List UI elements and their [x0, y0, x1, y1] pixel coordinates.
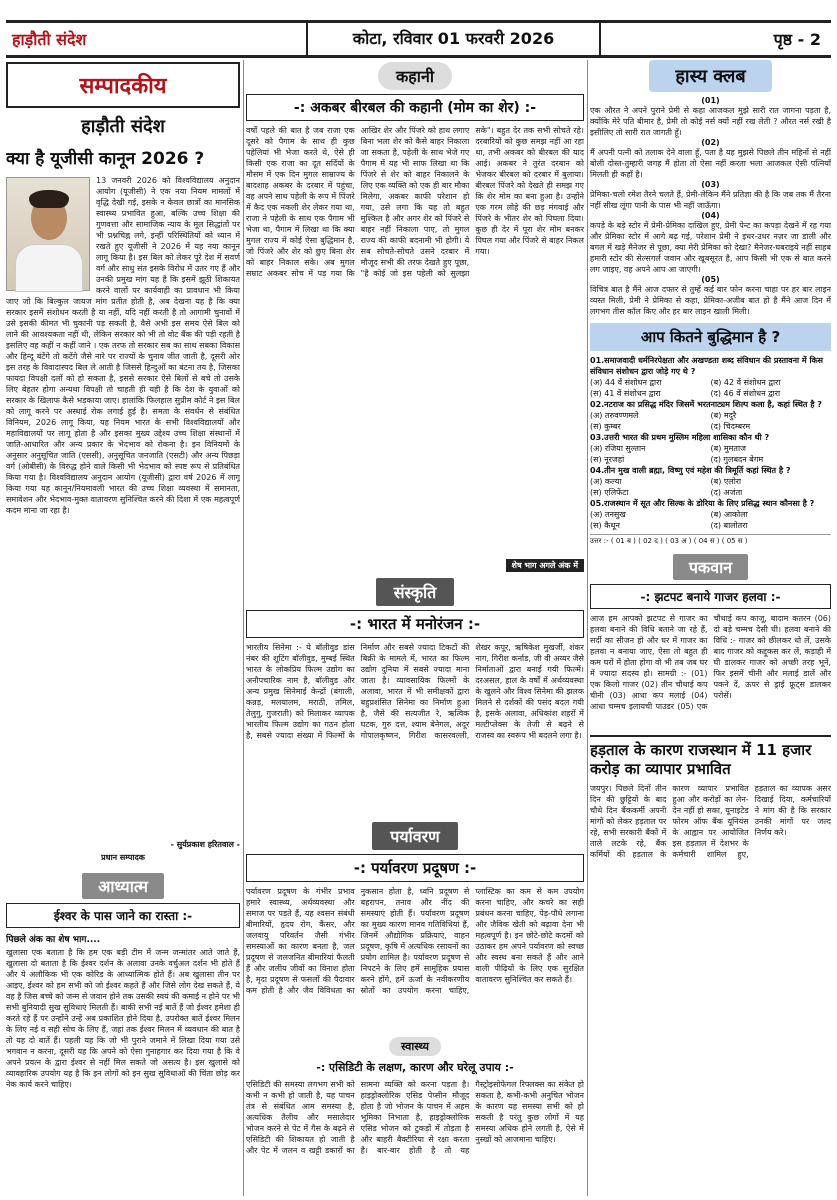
quiz-options — [590, 443, 831, 465]
joke-number: (01) — [701, 96, 720, 105]
quiz-options — [590, 476, 831, 498]
culture-body: भारतीय सिनेमा :- ये बॉलीवुड डांस नंबर की शूटिंग बॉलीवुड, मुम्बई स्थित भारत के लोकप्रिय फिल्म उद्योग का अनौपचारिक नाम है, बॉलीवुड और अन्य प्रमुख सिनेमाई केन्द्रों (बंगाली, कन्नड़, मलयालम, मराठी, तमिल, तेलुगु, गुजराती) को मिलाकर व्यापक भारतीय फिल्म उद्योग का गठन होता है, सबसे ज्यादा संख्या में फिल्मों के निर्माण और सबसे ज्यादा टिकटों की बिक्री के मामले में, भारत का फिल्म उद्योग दुनिया में सबसे ज्यादा माना जाता है। व्यावसायिक फिल्मों के अलावा, भारत में भी समीक्षकों द्वारा बहुप्रशंसित सिनेमा का निर्माण हुआ है, जैसे की सत्यजीत रे, ऋत्विक घटक, गुरु दत्त, श्याम बेनेगल, अदूर गोपालकृष्णन, गिरीश कासरवल्ली, शेखर कपूर, ऋषिकेश मुखर्जी, शंकर नाग, गिरीश कर्नाड, जी वी अय्यर जैसे निर्माताओं द्वारा बनाई गयी फिल्में। दरअसल, हाल के वर्षों में अर्थव्यवस्था के खुलने और विश्व सिनेमा की झलक मिलने से दर्शकों की पसंद बदल गयी है, इसके अलावा, अधिकांश शहरों में मल्टीप्लेक्स के तेजी से बढ़ने से राजस्व का स्वरूप भी बदलने लगा है। — [246, 643, 584, 740]
column-divider — [587, 60, 588, 1196]
quiz-option: (स) 41 वें संशोधन द्वारा — [590, 389, 661, 398]
quiz-option: (द) 46 वें संशोधन द्वारा — [710, 389, 781, 398]
environment-headline: -: पर्यावरण प्रदूषण :- — [246, 854, 584, 882]
story-body: वर्षों पहले की बात है जब राजा एक दूसरे को पैगाम के साथ ही कुछ पहेलियां भी भेजा करते थे, ऐसे ही किसी एक राजा का दूत सर्दियों के मौसम में एक दिन मुगल साम्राज्य के बादशाह अकबर के दरबार में पहुंचा, वह अपने साथ पहेली के रूप में पिंजरे में कैद एक नकली शेर लेकर गया था, राजा ने पहेली के साथ एक पैगाम भी भेजा था, पैगाम में लिखा था कि क्या मुगल राज्य में कोई ऐसा बुद्धिमान है, जो पिंजरे और शेर को छुए बिना शेर को बाहर निकाल सके। अब मुगल सम्राट अकबर सोच में पड़ गया कि आखिर शेर और पिंजरे को हाथ लगाए बिना भला शेर को कैसे बाहर निकाला जा सकता है, पहेली के साथ भेजे गए पैगाम में यह भी साफ लिखा था कि पिंजरे से शेर को बाहर निकालने के लिए एक व्यक्ति को एक ही बार मौका मिलेगा, अकबर काफी परेशान हो गया, उसे लगा कि यह तो बहुत मुश्किल है और अगर शेर को पिंजरे से बाहर नहीं निकाला पाए, तो मुगल राज्य की काफी बदनामी भी होगी। ये सब सोचते-सोचते उसने दरबार में मौजूद सभी की तरफ देखते हुए पूछा, "है कोई जो इस पहेली को सुलझा सके"। बहुत देर तक सभी सोचते रहे। दरबारियों को कुछ समझ नहीं आ रहा था, तभी अकबर को बीरबल की याद आई। अकबर ने तुरंत दरबान को भेजकर बीरबल को दरबार में बुलाया। बीरबल पिंजरे को देखते ही समझ गए कि शेर मोम का बना हुआ है। उन्होंने एक गरम लोहे की छड़ मंगवाई और पिंजरे के भीतर शेर को पिघला दिया। कुछ ही देर में पूरा शेर मोम बनकर पिघल गया और पिंजरे से बाहर निकल गया। — [246, 126, 584, 278]
editorial-paper-name: हाड़ौती संदेश — [81, 116, 165, 137]
section-environment: पर्यावरण — [372, 822, 458, 850]
humor-jokes — [590, 96, 831, 317]
joke-number: (03) — [701, 180, 720, 189]
quiz-option: (ब) मदुरै — [710, 411, 737, 420]
quiz-title: आप कितने बुद्धिमान है ? — [590, 323, 831, 351]
quiz-option: (स) कुम्बर — [590, 422, 621, 431]
quiz-option: (स) नूरजहां — [590, 455, 625, 464]
health-headline: -: एसिडिटी के लक्षण, कारण और घरेलू उपाय :- — [316, 1061, 514, 1074]
news-headline: हड़ताल के कारण राजस्थान में 11 हजार करोड़ का व्यापार प्रभावित — [590, 741, 812, 778]
section-story: कहानी — [378, 62, 452, 90]
paper-name: हाड़ौती संदेश — [12, 30, 87, 49]
culture-headline: -: भारत में मनोरंजन :- — [246, 610, 584, 638]
editorial-article — [6, 175, 240, 837]
quiz-question: 01.समाजवादी धर्मनिरपेक्षता और अखण्डता शब्द संविधान की प्रस्तावना में किस संविधान संशोधन द्वारा जोड़े गए थे ? — [590, 356, 824, 376]
quiz-option: (अ) तनसुख — [590, 510, 626, 519]
page-number: पृष्ठ - 2 — [773, 30, 821, 49]
middle-column — [246, 60, 584, 1196]
quiz-option: (ब) एलोरा — [710, 477, 742, 486]
editorial-body: 13 जनवरी 2026 को विश्वविद्यालय अनुदान आयोग (यूजीसी) ने एक नया नियम मामलों में वृद्धि देखी गई, इसके न केवल छात्रों का मानसिक स्वास्थ्य प्रभावित हुआ, बल्कि उच्च शिक्षा की गुणवत्ता और सामाजिक न्याय के मूल सिद्धांतों पर भी प्रश्नचिह्न लगे, इन्हीं परिस्थितियों को ध्यान में रखते हुए यूजीसी ने 2026 में यह नया कानून लागू किया है। इस बिल को लेकर पूरे देश में सवर्ण वर्ग और साधु संत इसके विरोध में उतर गए हैं और उनकी प्रमुख मांग यह है कि इसमें झूठी शिकायत करने वालों पर कार्यवाही का प्रावधान भी किया जाए जो कि बिल्कुल जायज मांग प्रतीत होती है, अब देखना यह है कि क्या सरकार इसमें संशोधन करती है या नहीं, यदि नहीं करती है तो आगामी चुनावों में उसे इसकी कीमत भी चुकानी पड़ सकती है, वैसे अभी इस समय ऐसे बिल को लाने की आवश्यकता नहीं थी, लेकिन सरकार को भी तो वोट बैंक की पड़ी रहती है इसलिए वह कहीं न कहीं जाने । एक तरफ तो सरकार सब का साथ सबका विकास और हिन्दू बंटेंगे तो कटेंगे जैसे नारे पर राज्यों के चुनाव जीत जाती है, दूसरी ओर इस तरह के विवादास्पद बिल ले आती है जिससे हिन्दुओं का बंटना तय है, जिसका फायदा विपक्षी दलों को हो सकता है, इससे सरकार ऐसे बिलों से बचे तो उसके लिए बेहतर होगा अन्यथा विपक्षी तो चाहती ही यही है कि देश के युवाओं को सरकार के खिलाफ कैसे भड़काया जाए। हालांकि फिलहाल सुप्रीम कोर्ट ने इस बिल को लागू करने पर अस्थाई रोक लगाई हुई है। समता के संवर्धन से संबंधित विनियम, 2026 लागू किया, यह नियम भारत के सभी विश्वविद्यालयों और महाविद्यालयों पर लागू होता है और इसका मुख्य उद्देश्य उच्च शिक्षा संस्थानों में जाति-आधारित और अन्य प्रकार के भेदभाव को रोकना है। इन विनियमों के अनुसार अनुसूचित जाति (एससी), अनुसूचित जनजाति (एसटी) और अन्य पिछड़ा वर्ग (ओबीसी) के विरुद्ध होने वाले किसी भी भेदभाव को स्पष्ट रूप से प्रतिबंधित किया गया है। विश्वविद्यालय अनुदान आयोग (यूजीसी) द्वारा वर्ष 2026 में लागू किया गया यह कानून/नियमावली भारत की उच्च शिक्षा व्यवस्था में समानता, समावेशन और भेदभाव-मुक्त वातावरण सुनिश्चित करने की दिशा में एक महत्वपूर्ण कदम माना जा रहा है। — [6, 176, 240, 515]
spiritual-body: खुलासा एक बताता है कि हम एक बड़ी टीम में जन्म जन्मांतर आते जाते हैं, खुलासा दो बताता है कि ईश्वर दर्शन के अलावा उनके वर्चुअल दर्शन भी होते हैं और ये अलौकिक भी एक कोरिड के आध्यात्मिक होते हैं। अब खुलासा तीन पर आइए, ईश्वर को हम सभी को जो ईश्वर कहते हैं और जिसे लोग देख सकते हैं, ये वह है जिस बच्चे को जन्म से जवान होने तक उसकी स्वयं की कमाई न होने पर भी सभी बुनियादी सुख सुविधाएं मिलती हैं। बाकी सभी नई बातें हैं जो ईश्वर हमेशा ही करते रहे हैं पर उन्होंने उन्हें अब प्रकाशित होने दिया है, उपरोक्त बातें ईश्वर मिलन के लिए नई व सही सोच के लिए हैं, जहां तक ईश्वर मिलन में व्यवधान की बात है तो यह दो बातें हैं। पहली यह कि जो भी पुराने जमाने में लिखा दिया गया उसे भगवान न करना, दूसरी यह कि अपने को ऐसा गुनाहगार कर दिया गया है कि वे अपने प्रयत्न के द्वारा ईश्वर से नहीं मिल सकते जो असत्य है। इस खुलासे को व्यावहारिक उपयोग यह है कि इन लोगों को इन सुख सुविधाओं की चिंता छोड़ कर नेक कार्य करने चाहिए। — [6, 948, 240, 1089]
quiz-option: (अ) कल्या — [590, 477, 622, 486]
place-date: कोटा, रविवार 01 फरवरी 2026 — [306, 23, 601, 55]
joke-text: विचित्र बात है मैंने आज दफ्तर से तुम्हें कई बार फोन करना चाहा पर हर बार लाइन व्यस्त मिली, प्रेमी ने प्रेमिका से कहा, प्रेमिका-अजीब बात हो है मैंने आज दिन में लगभग तीस कॉल किए और हर बार लाइन खाली मिली। — [590, 285, 831, 316]
quiz-answer: उत्तर :- ( 01 ब ) ( 02 द ) ( 03 अ ) ( 04 स ) ( 05 स ) — [590, 534, 831, 546]
quiz-option: (ब) 42 वें संशोधन द्वारा — [710, 378, 781, 387]
joke-text: मैं अपनी पत्नी को तलाक देने वाला हूँ, पता है यह मुझसे पिछले तीन महिनों से नहीं बोली दोस्त-तुम्हारी जगह मैं होता तो ऐसा नहीं करता भला आजकल ऐसी पत्नियाँ मिलती ही कहाँ है। — [590, 148, 831, 179]
news-body: जयपुर। पिछले दिनों तीन दिन की छुट्टियों के बाद चौथे दिन बैंककर्मी अपनी मांगों को लेकर हड़ताल पर रहे, सभी सरकारी बैंकों में ताले लटके रहे, बैंक कर्मियों की हड़ताल के कारण व्यापार प्रभावित हुआ और करोड़ों का लेन-देन नहीं हो सका, यूनाइटेड फोरम ऑफ बैंक यूनियंस के आह्वान पर आयोजित इस हड़ताल में देशभर के कर्मचारी शामिल हुए, हड़ताल का व्यापक असर दिखाई दिया, कर्मचारियों ने मांग की है कि सरकार उनकी मांगों पर जल्द निर्णय करे। — [590, 784, 831, 859]
quiz-option: (द) अजंता — [710, 488, 743, 497]
food-body: आज हम आपको झटपट से गाजर का हलवा बनाने की विधि बताने जा रहे हैं, सर्दी का सीजन हो और घर में गाजर का हलवा न बनाया जाए, ऐसा तो बहुत ही कम घरों में होता होगा वो भी तब जब घर में ज्यादा सदस्य हो। सामग्री :- (01) एक किलो गाजर (02) तीन चौथाई कप चीनी (03) आधा कप मलाई (04) आधा चम्मच इलायची पाउडर (05) एक चौथाई कप काजू, बादाम कतरन (06) दो बड़े चम्मच देसी घी। हलवा बनाने की विधि :- गाजर को छीलकर धो लें, उसके बाद गाजर को कद्दूकस कर लें, कड़ाही में घी डालकर गाजर को अच्छी तरह भूनें, फिर इसमें चीनी और मलाई डालें और पकने दें, ऊपर से ड्राई फ्रूट्स डालकर परोसें। — [590, 614, 831, 711]
section-food: पकवान — [673, 554, 748, 580]
joke-text: एक औरत ने अपने पुराने प्रेमी से कहा आजकल मुझे सारी रात जागना पड़ता है, क्योंकि मेरे पति बीमार है, प्रेमी तो कोई नर्स क्यों नहीं रख लेती ? औरत नर्स रखी है इसीलिए तो सारी रात जागती हूँ। — [590, 106, 831, 137]
quiz-question: 02.नटराज का प्रसिद्ध मंदिर जिसमें भरतनाट्यम शिल्प कला है, कहां स्थित है ? — [590, 400, 822, 409]
editorial-column — [6, 60, 240, 1196]
section-health: स्वास्थ्य — [389, 1037, 441, 1056]
joke-text: कपड़े के बड़े स्टोर में प्रेमी-प्रेमिका दाखिल हुए, प्रेमी पेन्ट का कपड़ा देखने में रह गया और प्रेमिका स्टोर में आगे बढ़ गई, परेशान प्रेमी ने इधर-उधर नज़र जा डाली और बगल में खड़े मैनेजर से पूछा, क्या मेरी प्रेमिका को देखा? मैनेजर-घबराइये नहीं साहब हमारी स्टोर की सेल्सगर्ल जवान और खूबसूरत है, आप किसी भी एक से बात करने लग जाइए, वह अपने आप आ जाएगी। — [590, 221, 831, 274]
quiz-options — [590, 509, 831, 531]
quiz-option: (द) बालोतरा — [710, 521, 748, 530]
editorial-byline: - सुर्यप्रकाश हरितवाल - — [170, 840, 240, 849]
quiz-option: (द) चिदम्बरम — [710, 422, 751, 431]
column-divider — [243, 60, 244, 1196]
editor-photo — [6, 177, 90, 291]
quiz-option: (स) कैथून — [590, 521, 620, 530]
quiz-option: (स) एलिफेंटा — [590, 488, 629, 497]
quiz-questions — [590, 355, 831, 531]
page-header — [6, 20, 831, 58]
quiz-option: (ब) आकोला — [710, 510, 748, 519]
spiritual-headline: ईश्वर के पास जाने का रास्ता :- — [6, 903, 240, 928]
quiz-question: 05.राजस्थान में सूत और सिल्क के डोरिया के लिए प्रसिद्ध स्थान कौनसा है ? — [590, 499, 815, 508]
section-spiritual: आध्यात्म — [82, 873, 164, 899]
story-headline: -: अकबर बीरबल की कहानी (मोम का शेर) :- — [246, 94, 584, 121]
quiz-option: (अ) तरुवण्णमले — [590, 411, 639, 420]
joke-text: प्रेमिका-चलो रमेश तैरने चलते हैं, प्रेमी-लेकिन मैंने प्रतिज्ञा की है कि जब तक मैं तैरना नहीं सीख लूंगा पानी के पास भी नहीं जाऊँगा। — [590, 190, 831, 210]
quiz-options — [590, 377, 831, 399]
joke-number: (02) — [701, 138, 720, 147]
quiz-options — [590, 410, 831, 432]
health-body: एसिडिटी की समस्या लगभग सभी को कभी न कभी हो जाती है, यह पाचन तंत्र से संबंधित आम समस्या है, अत्यधिक तैलीय और मसालेदार भोजन करने से पेट में गैस के बढ़ने से एसिडिटी की शिकायत हो जाती है और पेट में जलन व खट्टी डकारों का सामना व्यक्ति को करना पड़ता है। हाइड्रोक्लोरिक एसिड पेप्सीन मौजूद होता है जो भोजन के पाचन में अहम भूमिका निभाता है, हाइड्रोक्लोरिक एसिड भोजन को टुकड़ों में तोड़ता है और बाहरी बैक्टीरिया से रक्षा करता है। बार-बार होती है तो यह गैस्ट्रोइसोफेगल रिफ्लक्स का संकेत हो सकता है, कभी-कभी अनुचित भोजन के कारण यह समस्या सभी को हो सकती है परंतु कुछ लोगों में यह समस्या अधिक होने लगती है, ऐसे में नुस्खों को आजमाना चाहिए। — [246, 1080, 584, 1155]
quiz-option: (अ) रजिया सुल्तान — [590, 444, 646, 453]
editorial-headline: क्या है यूजीसी कानून 2026 ? — [6, 149, 205, 169]
food-headline: -: झटपट बनाये गाजर हलवा :- — [590, 584, 831, 609]
joke-number: (04) — [701, 211, 720, 220]
section-editorial: सम्पादकीय — [6, 62, 240, 108]
quiz-option: (अ) 44 वें संशोधन द्वारा — [590, 378, 662, 387]
editorial-byline-role: प्रधान सम्पादक — [101, 853, 145, 862]
quiz-option: (द) गुलबदन बेगम — [710, 455, 764, 464]
joke-number: (05) — [701, 275, 720, 284]
right-column — [590, 60, 831, 1196]
spiritual-lead: पिछले अंक का शेष भाग.... — [6, 935, 101, 945]
section-humor: हास्य क्लब — [649, 60, 771, 92]
story-continued: शेष भाग अगले अंक में — [506, 559, 584, 572]
divider — [590, 735, 831, 737]
quiz-question: 04.तीन मुख वाली ब्रह्मा, विष्णु एवं महेश की त्रिमूर्ति कहां स्थित है ? — [590, 466, 791, 475]
section-culture: संस्कृति — [376, 578, 455, 606]
quiz-question: 03.उत्तरी भारत की प्रथम मुस्लिम महिला शासिका कौन थी ? — [590, 433, 770, 442]
environment-body: पर्यावरण प्रदूषण के गंभीर प्रभाव हमारे स्वास्थ्य, अर्थव्यवस्था और समाज पर पड़ते हैं, यह श्वसन संबंधी बीमारियों, हृदय रोग, कैंसर, और जलवायु परिवर्तन जैसी गंभीर समस्याओं का कारण बनता है, जल प्रदूषण से जलजनित बीमारियां फैलती हैं और जलीय जीवों का विनाश होता है, मृदा प्रदूषण से फसलों की पैदावार कम होती है और जैव विविधता का नुकसान होता है, ध्वनि प्रदूषण से बहरापन, तनाव और नींद की समस्याएं होती हैं। पर्यावरण प्रदूषण का मुख्य कारण मानव गतिविधियां हैं, जिनमें औद्योगिक प्रक्रियाएं, वाहन प्रदूषण, कृषि में अत्यधिक रसायनों का प्रयोग शामिल है। पर्यावरण प्रदूषण से निपटने के लिए हमें सामूहिक प्रयास करने होंगे, हमें ऊर्जा के नवीकरणीय स्रोतों का उपयोग करना चाहिए, प्लास्टिक का कम से कम उपयोग करना चाहिए, और कचरे का सही प्रबंधन करना चाहिए, पेड़-पौधे लगाना और जैविक खेती को बढ़ावा देना भी महत्वपूर्ण है। इन छोटे-छोटे कदमों को उठाकर हम अपने पर्यावरण को स्वच्छ और स्वस्थ बना सकते हैं और आने वाली पीढ़ियों के लिए एक सुरक्षित वातावरण सुनिश्चित कर सकते हैं। — [246, 887, 584, 995]
quiz-option: (ब) मुमताज — [710, 444, 746, 453]
